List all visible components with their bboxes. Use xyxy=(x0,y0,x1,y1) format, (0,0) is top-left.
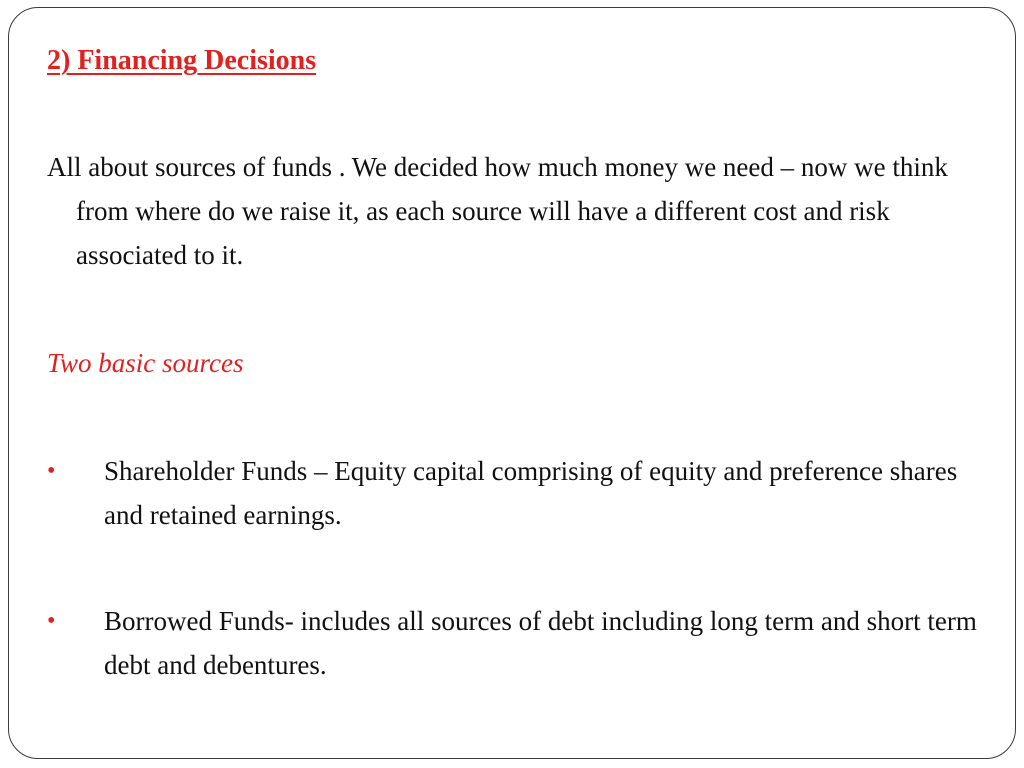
slide-frame xyxy=(8,7,1016,759)
bullet-marker: • xyxy=(47,608,56,634)
slide-title: 2) Financing Decisions xyxy=(47,45,317,76)
bullet-text: Borrowed Funds- includes all sources of debt including long term and short term debt and debentures. xyxy=(104,606,977,680)
intro-paragraph: All about sources of funds . We decided how much money we need – now we think from where do we raise it, as each source will have a different cost and risk associated to it. xyxy=(47,152,948,270)
bullet-text: Shareholder Funds – Equity capital comprising of equity and preference shares and retained earnings. xyxy=(104,456,958,530)
bullet-item-borrowed-funds xyxy=(47,599,992,687)
bullet-item-shareholder-funds xyxy=(47,449,992,537)
subheading: Two basic sources xyxy=(47,348,244,378)
bullet-marker: • xyxy=(47,458,56,484)
